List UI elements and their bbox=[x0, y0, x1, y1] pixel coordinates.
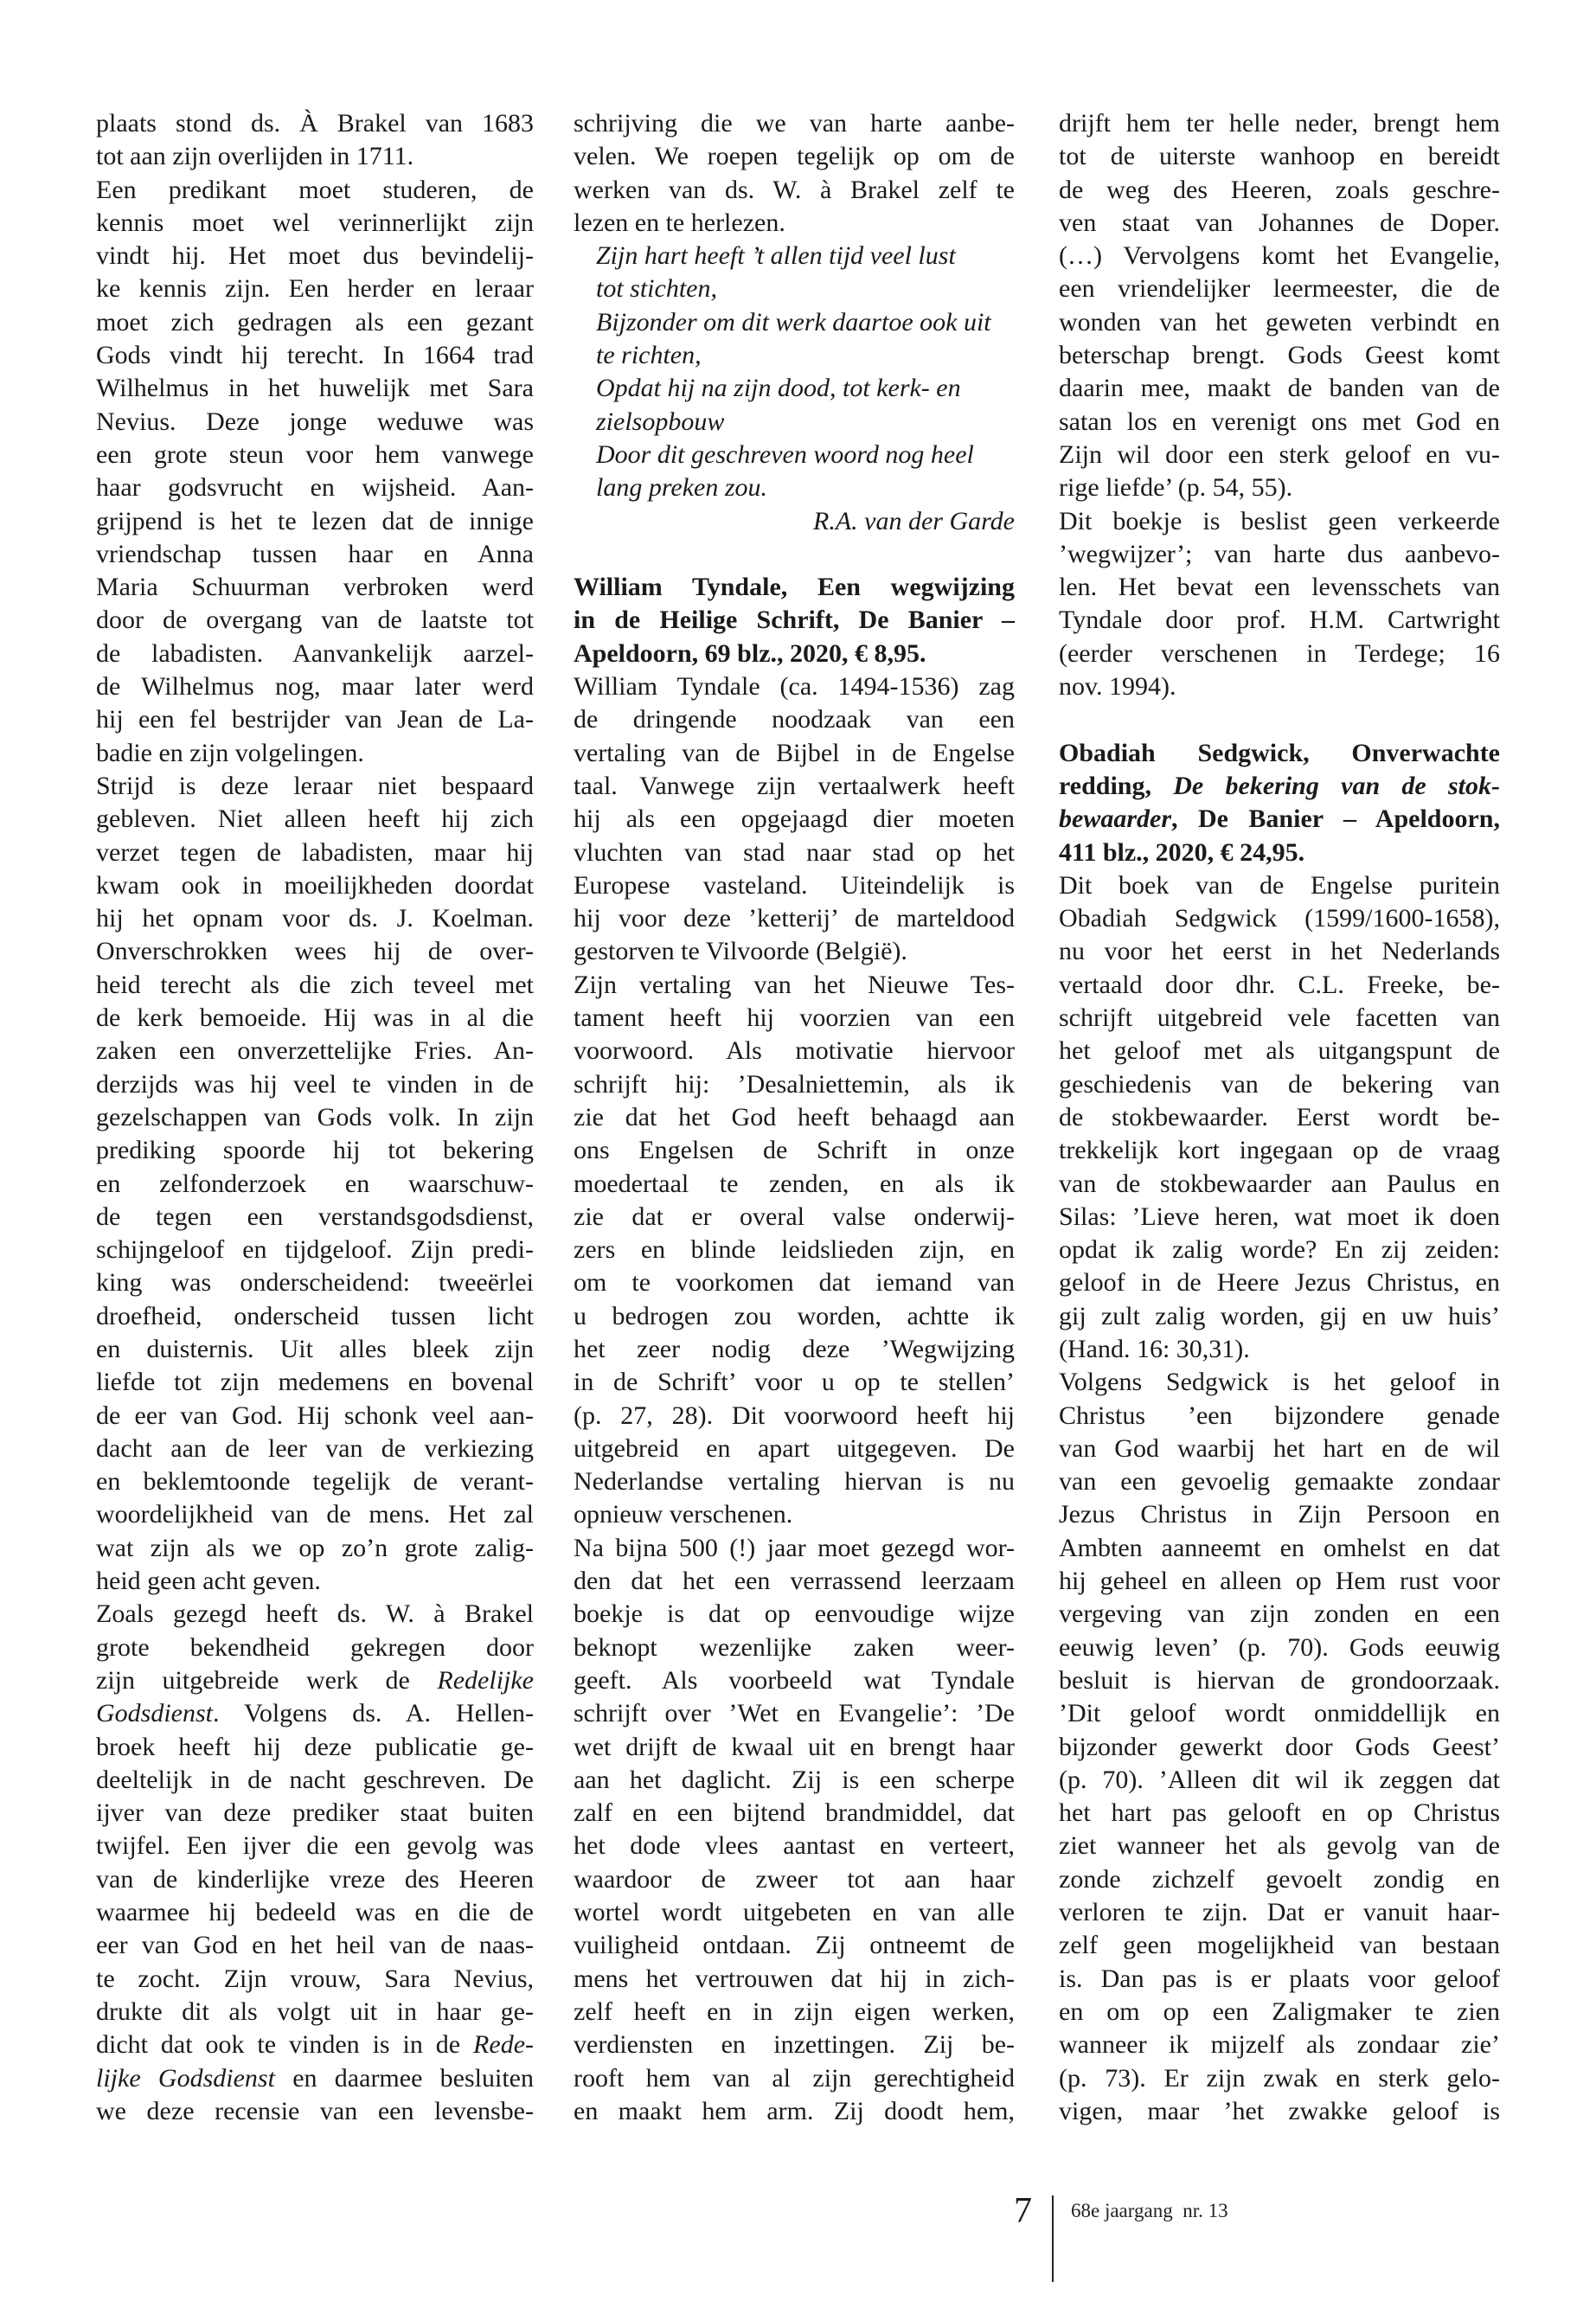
text-line: kennis moet wel verinnerlijkt zijn bbox=[96, 208, 534, 237]
text-line: ’wegwijzer’; van harte dus aanbevo- bbox=[1059, 539, 1500, 568]
text-line: zelf heeft en in zijn eigen werken, bbox=[574, 1997, 1015, 2026]
text-line: Obadiah Sedgwick (1599/1600-1658), bbox=[1059, 904, 1500, 933]
review-heading-line bbox=[1059, 803, 1500, 836]
text-line: wortel wordt uitgebeten en van alle bbox=[574, 1898, 1015, 1927]
text-line: en zelfonderzoek en waarschuw- bbox=[96, 1169, 534, 1198]
review-heading-line: Obadiah Sedgwick, Onverwachte bbox=[1059, 738, 1500, 767]
review-heading-line: Apeldoorn, 69 blz., 2020, € 8,95. bbox=[574, 638, 926, 668]
text-line: ke kennis zijn. Een herder en leraar bbox=[96, 274, 534, 304]
text-line: Christus ’een bijzondere genade bbox=[1059, 1400, 1500, 1430]
text-segment: en daarmee besluiten bbox=[274, 2063, 534, 2093]
text-line bbox=[96, 2062, 534, 2095]
text-line: en om op een Zaligmaker te zien bbox=[1059, 1997, 1500, 2026]
text-column-right bbox=[1059, 107, 1500, 2128]
poem-line: te richten, bbox=[596, 341, 702, 370]
text-line: gebleven. Niet alleen heeft hij zich bbox=[96, 804, 534, 834]
text-line: waarmee hij bedeeld was en die de bbox=[96, 1898, 534, 1927]
text-line: beknopt wezenlijke zaken weer- bbox=[574, 1632, 1015, 1662]
text-line: drukte dit als volgt uit in haar ge- bbox=[96, 1997, 534, 2026]
text-line: daarin mee, maakt de banden van de bbox=[1059, 374, 1500, 403]
text-line: bijzonder gewerkt door Gods Geest’ bbox=[1059, 1732, 1500, 1761]
text-line: en duisternis. Uit alles bleek zijn bbox=[96, 1334, 534, 1363]
text-line: hij een fel bestrijder van Jean de La- bbox=[96, 705, 534, 734]
text-line: broek heeft hij deze publicatie ge- bbox=[96, 1732, 534, 1761]
text-line: ’Dit geloof wordt onmiddellijk en bbox=[1059, 1699, 1500, 1728]
poem-line: Opdat hij na zijn dood, tot kerk- en bbox=[596, 374, 961, 403]
text-line: Zoals gezegd heeft ds. W. à Brakel bbox=[96, 1599, 534, 1629]
text-line: wat zijn als we op zo’n grote zalig- bbox=[96, 1533, 534, 1562]
review-heading-line: William Tyndale, Een wegwijzing bbox=[574, 573, 1015, 602]
text-line: de dringende noodzaak van een bbox=[574, 705, 1015, 734]
text-line: zelf geen mogelijkheid van bestaan bbox=[1059, 1931, 1500, 1960]
text-line: moet zich gedragen als een gezant bbox=[96, 307, 534, 336]
text-line: drijft hem ter helle neder, brengt hem bbox=[1059, 109, 1500, 138]
text-line: de weg des Heeren, zoals geschre- bbox=[1059, 175, 1500, 204]
text-line: van een gevoelig gemaakte zondaar bbox=[1059, 1467, 1500, 1497]
text-line: trekkelijk kort ingegaan op de vraag bbox=[1059, 1136, 1500, 1165]
text-line: velen. We roepen tegelijk op om de bbox=[574, 142, 1015, 171]
text-line: (Hand. 16: 30,31). bbox=[1059, 1334, 1250, 1363]
issue-label: 68e jaargang nr. 13 bbox=[1071, 2200, 1228, 2221]
text-line: Dit boek van de Engelse puritein bbox=[1059, 870, 1500, 900]
text-line: (p. 27, 28). Dit voorwoord heeft hij bbox=[574, 1400, 1015, 1430]
text-line: tot de uiterste wanhoop en bereidt bbox=[1059, 142, 1500, 171]
text-line: vriendschap tussen haar en Anna bbox=[96, 539, 534, 568]
text-line: rooft hem van al zijn gerechtigheid bbox=[574, 2063, 1015, 2093]
text-line: len. Het bevat een levensschets van bbox=[1059, 573, 1500, 602]
text-line: schrijft hij: ’Desalniettemin, als ik bbox=[574, 1069, 1015, 1099]
text-line: de stokbewaarder. Eerst wordt be- bbox=[1059, 1102, 1500, 1131]
text-line: vertaald door dhr. C.L. Freeke, be- bbox=[1059, 970, 1500, 999]
text-line: schrijving die we van harte aanbe- bbox=[574, 109, 1015, 138]
text-line bbox=[96, 1664, 534, 1697]
text-line: te zocht. Zijn vrouw, Sara Nevius, bbox=[96, 1964, 534, 1993]
review-heading-line bbox=[1059, 770, 1500, 803]
text-line: besluit is hiervan de grondoorzaak. bbox=[1059, 1665, 1500, 1695]
text-line: Onverschrokken wees hij de over- bbox=[96, 937, 534, 966]
text-line: in de Schrift’ voor u op te stellen’ bbox=[574, 1368, 1015, 1397]
text-line: plaats stond ds. À Brakel van 1683 bbox=[96, 109, 534, 138]
text-line: droefheid, onderscheid tussen licht bbox=[96, 1301, 534, 1330]
text-column-middle bbox=[574, 107, 1015, 2128]
text-line: geloof in de Heere Jezus Christus, en bbox=[1059, 1268, 1500, 1298]
text-line: het geloof met als uitgangspunt de bbox=[1059, 1036, 1500, 1066]
italic-segment: De bekering van de stok- bbox=[1173, 771, 1500, 800]
text-segment: zijn uitgebreide werk de bbox=[96, 1665, 438, 1695]
text-line: verdiensten en inzettingen. Zij be- bbox=[574, 2030, 1015, 2060]
text-line: wonden van het geweten verbindt en bbox=[1059, 307, 1500, 336]
text-line: ons Engelsen de Schrift in onze bbox=[574, 1136, 1015, 1165]
text-line: u bedrogen zou worden, achtte ik bbox=[574, 1301, 1015, 1330]
italic-segment: Godsdienst bbox=[96, 1699, 213, 1728]
text-line: de kerk bemoeide. Hij was in al die bbox=[96, 1003, 534, 1033]
text-line: wanneer ik mijzelf als zondaar zie’ bbox=[1059, 2030, 1500, 2060]
text-line: vindt hij. Het moet dus bevindelij- bbox=[96, 241, 534, 271]
text-line: zaken een onverzettelijke Fries. An- bbox=[96, 1036, 534, 1066]
text-line: vergeving van zijn zonden en een bbox=[1059, 1599, 1500, 1629]
text-line: eer van God en het heil van de naas- bbox=[96, 1931, 534, 1960]
poem-line: Zijn hart heeft ’t allen tijd veel lust bbox=[596, 241, 956, 271]
text-line: grote bekendheid gekregen door bbox=[96, 1632, 534, 1662]
text-line: beterschap brengt. Gods Geest komt bbox=[1059, 341, 1500, 370]
text-line: werken van ds. W. à Brakel zelf te bbox=[574, 175, 1015, 204]
text-line: het hart pas gelooft en op Christus bbox=[1059, 1798, 1500, 1828]
text-line: Nevius. Deze jonge weduwe was bbox=[96, 407, 534, 436]
text-line: nu voor het eerst in het Nederlands bbox=[1059, 937, 1500, 966]
text-line: grijpend is het te lezen dat de innige bbox=[96, 506, 534, 535]
text-line bbox=[1059, 703, 1500, 736]
text-line: tot aan zijn overlijden in 1711. bbox=[96, 142, 414, 171]
text-line: dacht aan de leer van de verkiezing bbox=[96, 1433, 534, 1463]
text-segment: . Volgens ds. A. Hellen- bbox=[213, 1699, 534, 1728]
text-line: zie dat het God heeft behaagd aan bbox=[574, 1102, 1015, 1131]
text-line: de Wilhelmus nog, maar later werd bbox=[96, 672, 534, 702]
text-line: heid geen acht geven. bbox=[96, 1567, 321, 1596]
text-line: aan het daglicht. Zij is een scherpe bbox=[574, 1765, 1015, 1794]
text-line: hij het opnam voor ds. J. Koelman. bbox=[96, 904, 534, 933]
text-line: verzet tegen de labadisten, maar hij bbox=[96, 837, 534, 867]
text-line: wet drijft de kwaal uit en brengt haar bbox=[574, 1732, 1015, 1761]
review-heading-line: 411 blz., 2020, € 24,95. bbox=[1059, 837, 1305, 867]
poem-line: Door dit geschreven woord nog heel bbox=[596, 439, 974, 469]
text-line: uitgebreid en apart uitgegeven. De bbox=[574, 1433, 1015, 1463]
text-segment: , De Banier – Apeldoorn, bbox=[1171, 804, 1500, 834]
text-line: Jezus Christus in Zijn Persoon en bbox=[1059, 1500, 1500, 1529]
text-line: gestorven te Vilvoorde (België). bbox=[574, 937, 907, 966]
text-line: boekje is dat op eenvoudige wijze bbox=[574, 1599, 1015, 1629]
text-line: van God waarbij het hart en de wil bbox=[1059, 1433, 1500, 1463]
text-line: tament heeft hij voorzien van een bbox=[574, 1003, 1015, 1033]
text-line: gij zult zalig worden, gij en uw huis’ bbox=[1059, 1301, 1500, 1330]
text-line bbox=[96, 1697, 534, 1730]
text-line: de tegen een verstandsgodsdienst, bbox=[96, 1202, 534, 1231]
text-line: ziet wanneer het als gevolg van de bbox=[1059, 1831, 1500, 1861]
text-line: de labadisten. Aanvankelijk aarzel- bbox=[96, 638, 534, 668]
text-line: Dit boekje is beslist geen verkeerde bbox=[1059, 506, 1500, 535]
italic-segment: Rede- bbox=[473, 2030, 534, 2060]
text-line: haar godsvrucht en wijsheid. Aan- bbox=[96, 473, 534, 503]
italic-segment: Redelijke bbox=[437, 1665, 534, 1695]
text-line: zers en blinde leidslieden zijn, en bbox=[574, 1235, 1015, 1265]
text-line: Nederlandse vertaling hiervan is nu bbox=[574, 1467, 1015, 1497]
text-line: voorwoord. Als motivatie hiervoor bbox=[574, 1036, 1015, 1066]
page-number: 7 bbox=[1014, 2191, 1032, 2231]
text-line: Silas: ’Lieve heren, wat moet ik doen bbox=[1059, 1202, 1500, 1231]
text-line: moedertaal te zenden, en als ik bbox=[574, 1169, 1015, 1198]
text-line bbox=[574, 538, 1015, 571]
text-line: geeft. Als voorbeeld wat Tyndale bbox=[574, 1665, 1015, 1695]
text-line: ven staat van Johannes de Doper. bbox=[1059, 208, 1500, 237]
text-line: kwam ook in moeilijkheden doordat bbox=[96, 870, 534, 900]
poem-line: lang preken zou. bbox=[596, 473, 768, 503]
text-line: geschiedenis van de bekering van bbox=[1059, 1069, 1500, 1099]
text-line: mens het vertrouwen dat hij in zich- bbox=[574, 1964, 1015, 1993]
text-line: schrijft over ’Wet en Evangelie’: ’De bbox=[574, 1699, 1015, 1728]
text-line: William Tyndale (ca. 1494-1536) zag bbox=[574, 672, 1015, 702]
text-line: vigen, maar ’het zwakke geloof is bbox=[1059, 2096, 1500, 2125]
text-line: vluchten van stad naar stad op het bbox=[574, 837, 1015, 867]
text-line: (p. 70). ’Alleen dit wil ik zeggen dat bbox=[1059, 1765, 1500, 1794]
text-line: hij voor deze ’ketterij’ de marteldood bbox=[574, 904, 1015, 933]
text-line: (p. 73). Er zijn zwak en sterk gelo- bbox=[1059, 2063, 1500, 2093]
text-line: Gods vindt hij terecht. In 1664 trad bbox=[96, 341, 534, 370]
text-line: gezelschappen van Gods volk. In zijn bbox=[96, 1102, 534, 1131]
text-line: ijver van deze prediker staat buiten bbox=[96, 1798, 534, 1828]
text-segment: redding, bbox=[1059, 771, 1174, 800]
text-line: rige liefde’ (p. 54, 55). bbox=[1059, 473, 1293, 503]
text-line: den dat het een verrassend leerzaam bbox=[574, 1567, 1015, 1596]
text-line: Zijn vertaling van het Nieuwe Tes- bbox=[574, 970, 1015, 999]
text-column-left bbox=[96, 107, 534, 2128]
text-line: Maria Schuurman verbroken werd bbox=[96, 573, 534, 602]
italic-segment: bewaarder bbox=[1059, 804, 1171, 834]
text-line: zalf en een bijtend brandmiddel, dat bbox=[574, 1798, 1015, 1828]
text-line: Tyndale door prof. H.M. Cartwright bbox=[1059, 606, 1500, 635]
text-line: heid terecht als die zich teveel met bbox=[96, 970, 534, 999]
review-heading-line: in de Heilige Schrift, De Banier – bbox=[574, 606, 1015, 635]
text-line: het zeer nodig deze ’Wegwijzing bbox=[574, 1334, 1015, 1363]
text-line: en beklemtoonde tegelijk de verant- bbox=[96, 1467, 534, 1497]
poem-line: zielsopbouw bbox=[596, 407, 725, 436]
text-line: om te voorkomen dat iemand van bbox=[574, 1268, 1015, 1298]
text-line: de eer van God. Hij schonk veel aan- bbox=[96, 1400, 534, 1430]
text-line: liefde tot zijn medemens en bovenal bbox=[96, 1368, 534, 1397]
poem-line: tot stichten, bbox=[596, 274, 717, 304]
text-line: nov. 1994). bbox=[1059, 672, 1176, 702]
text-line: lezen en te herlezen. bbox=[574, 208, 785, 237]
text-line: taal. Vanwege zijn vertaalwerk heeft bbox=[574, 771, 1015, 800]
text-line: het dode vlees aantast en verteert, bbox=[574, 1831, 1015, 1861]
text-line: Strijd is deze leraar niet bespaard bbox=[96, 771, 534, 800]
text-line: verloren te zijn. Dat er vanuit haar- bbox=[1059, 1898, 1500, 1927]
text-line: schrijft uitgebreid vele facetten van bbox=[1059, 1003, 1500, 1033]
author-signature: R.A. van der Garde bbox=[813, 506, 1015, 535]
text-line: een vriendelijker leermeester, die de bbox=[1059, 274, 1500, 304]
text-line: Zijn wil door een sterk geloof en vu- bbox=[1059, 439, 1500, 469]
text-line: waardoor de zweer tot aan haar bbox=[574, 1864, 1015, 1894]
text-line: (eerder verschenen in Terdege; 16 bbox=[1059, 638, 1500, 668]
text-line: satan los en verenigt ons met God en bbox=[1059, 407, 1500, 436]
text-line: opdat ik zalig worde? En zij zeiden: bbox=[1059, 1235, 1500, 1265]
text-line: woordelijkheid van de mens. Het zal bbox=[96, 1500, 534, 1529]
text-line: (…) Vervolgens komt het Evangelie, bbox=[1059, 241, 1500, 271]
text-line: Volgens Sedgwick is het geloof in bbox=[1059, 1368, 1500, 1397]
text-line: schijngeloof en tijdgeloof. Zijn predi- bbox=[96, 1235, 534, 1265]
text-line: van de stokbewaarder aan Paulus en bbox=[1059, 1169, 1500, 1198]
text-line: zie dat er overal valse onderwij- bbox=[574, 1202, 1015, 1231]
text-line: vertaling van de Bijbel in de Engelse bbox=[574, 738, 1015, 767]
text-line: door de overgang van de laatste tot bbox=[96, 606, 534, 635]
text-line: van de kinderlijke vreze des Heeren bbox=[96, 1864, 534, 1894]
text-line: hij geheel en alleen op Hem rust voor bbox=[1059, 1567, 1500, 1596]
text-line: Een predikant moet studeren, de bbox=[96, 175, 534, 204]
text-line: Europese vasteland. Uiteindelijk is bbox=[574, 870, 1015, 900]
footer-divider bbox=[1052, 2195, 1054, 2282]
text-line: we deze recensie van een levensbe- bbox=[96, 2096, 534, 2125]
text-line: Na bijna 500 (!) jaar moet gezegd wor- bbox=[574, 1533, 1015, 1562]
text-line: Ambten aanneemt en omhelst en dat bbox=[1059, 1533, 1500, 1562]
text-segment: dicht dat ook te vinden is in de bbox=[96, 2030, 474, 2060]
text-line: en maakt hem arm. Zij doodt hem, bbox=[574, 2096, 1015, 2125]
text-line: twijfel. Een ijver die een gevolg was bbox=[96, 1831, 534, 1861]
text-line: derzijds was hij veel te vinden in de bbox=[96, 1069, 534, 1099]
text-line: hij als een opgejaagd dier moeten bbox=[574, 804, 1015, 834]
text-line: badie en zijn volgelingen. bbox=[96, 738, 364, 767]
text-line: zonde zichzelf gevoelt zondig en bbox=[1059, 1864, 1500, 1894]
text-line: een grote steun voor hem vanwege bbox=[96, 439, 534, 469]
poem-line: Bijzonder om dit werk daartoe ook uit bbox=[596, 307, 991, 336]
text-line: vuiligheid ontdaan. Zij ontneemt de bbox=[574, 1931, 1015, 1960]
text-line: eeuwig leven’ (p. 70). Gods eeuwig bbox=[1059, 1632, 1500, 1662]
text-line: deeltelijk in de nacht geschreven. De bbox=[96, 1765, 534, 1794]
text-line: is. Dan pas is er plaats voor geloof bbox=[1059, 1964, 1500, 1993]
text-line: Wilhelmus in het huwelijk met Sara bbox=[96, 374, 534, 403]
italic-segment: lijke Godsdienst bbox=[96, 2063, 275, 2093]
text-line: king was onderscheidend: tweeërlei bbox=[96, 1268, 534, 1298]
text-line bbox=[96, 2029, 534, 2061]
text-line: prediking spoorde hij tot bekering bbox=[96, 1136, 534, 1165]
text-line: opnieuw verschenen. bbox=[574, 1500, 793, 1529]
